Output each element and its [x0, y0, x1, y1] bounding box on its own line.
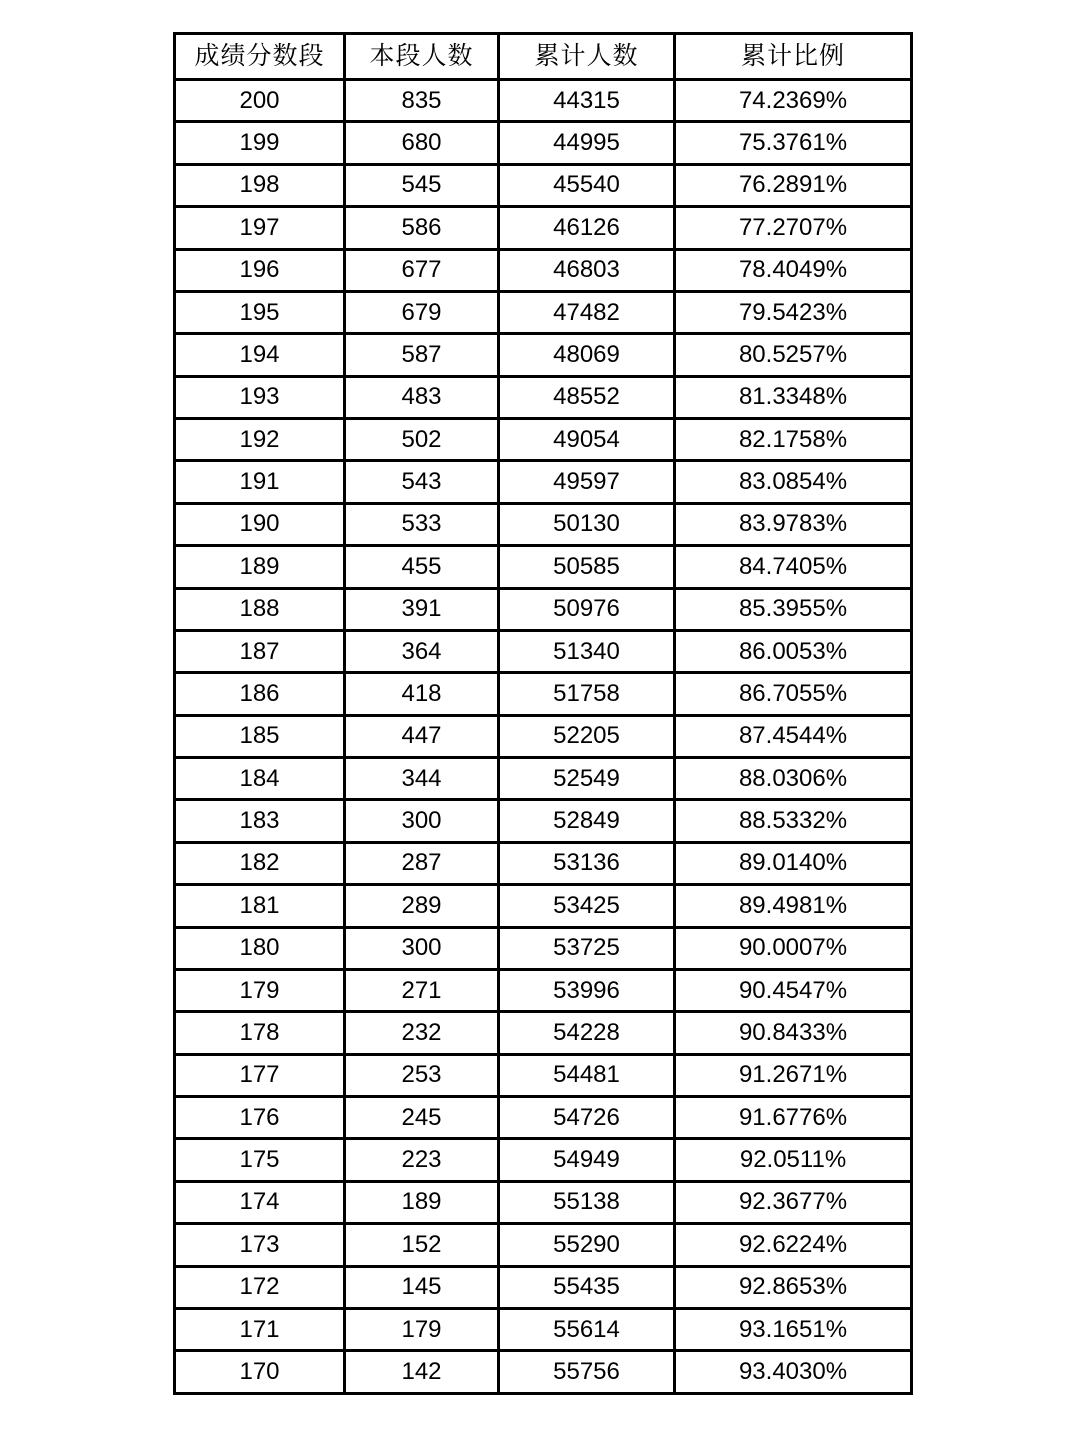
score-range-cell: 199	[175, 122, 345, 164]
segment-count-cell: 418	[345, 673, 499, 715]
segment-count-cell: 533	[345, 503, 499, 545]
cumulative-count-cell: 55756	[499, 1351, 675, 1394]
cumulative-percent-cell: 82.1758%	[675, 419, 912, 461]
cumulative-count-cell: 55290	[499, 1224, 675, 1266]
table-row	[175, 122, 912, 164]
cumulative-count-cell: 50976	[499, 588, 675, 630]
score-range-cell: 176	[175, 1097, 345, 1139]
cumulative-count-cell: 53725	[499, 927, 675, 969]
cumulative-count-cell: 53996	[499, 969, 675, 1011]
table-header	[175, 34, 912, 80]
score-range-cell: 175	[175, 1139, 345, 1181]
segment-count-cell: 835	[345, 80, 499, 122]
cumulative-percent-cell: 92.3677%	[675, 1181, 912, 1223]
score-range-cell: 189	[175, 546, 345, 588]
table-row	[175, 249, 912, 291]
cumulative-percent-cell: 79.5423%	[675, 291, 912, 333]
segment-count-cell: 289	[345, 885, 499, 927]
segment-count-cell: 179	[345, 1308, 499, 1350]
segment-count-cell: 483	[345, 376, 499, 418]
cumulative-count-cell: 45540	[499, 164, 675, 206]
cumulative-count-cell: 54481	[499, 1054, 675, 1096]
cumulative-percent-cell: 75.3761%	[675, 122, 912, 164]
cumulative-percent-cell: 76.2891%	[675, 164, 912, 206]
table-row	[175, 927, 912, 969]
cumulative-count-cell: 53425	[499, 885, 675, 927]
table-row	[175, 1308, 912, 1350]
segment-count-cell: 447	[345, 715, 499, 757]
segment-count-cell: 142	[345, 1351, 499, 1394]
header-row	[175, 34, 912, 80]
cumulative-percent-cell: 83.9783%	[675, 503, 912, 545]
table-row	[175, 1139, 912, 1181]
score-range-cell: 185	[175, 715, 345, 757]
table-body	[175, 80, 912, 1394]
cumulative-count-cell: 44315	[499, 80, 675, 122]
table-row	[175, 842, 912, 884]
cumulative-percent-cell: 85.3955%	[675, 588, 912, 630]
score-range-cell: 186	[175, 673, 345, 715]
cumulative-percent-cell: 74.2369%	[675, 80, 912, 122]
segment-count-cell: 253	[345, 1054, 499, 1096]
cumulative-count-cell: 54726	[499, 1097, 675, 1139]
table-row	[175, 207, 912, 249]
cumulative-percent-cell: 92.6224%	[675, 1224, 912, 1266]
table-row	[175, 419, 912, 461]
score-range-cell: 195	[175, 291, 345, 333]
table-row	[175, 800, 912, 842]
segment-count-cell: 287	[345, 842, 499, 884]
table-row	[175, 969, 912, 1011]
cumulative-percent-cell: 92.0511%	[675, 1139, 912, 1181]
score-range-cell: 184	[175, 758, 345, 800]
score-range-cell: 180	[175, 927, 345, 969]
score-range-cell: 190	[175, 503, 345, 545]
cumulative-count-cell: 51340	[499, 630, 675, 672]
cumulative-count-cell: 52549	[499, 758, 675, 800]
table-row	[175, 1266, 912, 1308]
column-header-score-range: 成绩分数段	[175, 34, 345, 80]
table-row	[175, 291, 912, 333]
segment-count-cell: 586	[345, 207, 499, 249]
cumulative-percent-cell: 91.6776%	[675, 1097, 912, 1139]
table-row	[175, 1181, 912, 1223]
cumulative-percent-cell: 90.0007%	[675, 927, 912, 969]
score-range-cell: 193	[175, 376, 345, 418]
cumulative-percent-cell: 77.2707%	[675, 207, 912, 249]
cumulative-count-cell: 50130	[499, 503, 675, 545]
table-row	[175, 885, 912, 927]
table-row	[175, 164, 912, 206]
segment-count-cell: 543	[345, 461, 499, 503]
cumulative-count-cell: 44995	[499, 122, 675, 164]
cumulative-percent-cell: 80.5257%	[675, 334, 912, 376]
cumulative-percent-cell: 86.7055%	[675, 673, 912, 715]
table-row	[175, 503, 912, 545]
table-row	[175, 673, 912, 715]
cumulative-percent-cell: 91.2671%	[675, 1054, 912, 1096]
cumulative-percent-cell: 87.4544%	[675, 715, 912, 757]
cumulative-count-cell: 53136	[499, 842, 675, 884]
score-range-cell: 182	[175, 842, 345, 884]
table-row	[175, 1351, 912, 1394]
cumulative-percent-cell: 81.3348%	[675, 376, 912, 418]
segment-count-cell: 189	[345, 1181, 499, 1223]
segment-count-cell: 145	[345, 1266, 499, 1308]
cumulative-percent-cell: 92.8653%	[675, 1266, 912, 1308]
segment-count-cell: 344	[345, 758, 499, 800]
score-range-cell: 178	[175, 1012, 345, 1054]
score-range-cell: 191	[175, 461, 345, 503]
column-header-segment-count: 本段人数	[345, 34, 499, 80]
score-range-cell: 183	[175, 800, 345, 842]
score-range-cell: 194	[175, 334, 345, 376]
cumulative-count-cell: 52205	[499, 715, 675, 757]
score-distribution-table	[173, 32, 913, 1395]
score-range-cell: 192	[175, 419, 345, 461]
cumulative-percent-cell: 90.8433%	[675, 1012, 912, 1054]
score-range-cell: 196	[175, 249, 345, 291]
cumulative-count-cell: 54949	[499, 1139, 675, 1181]
cumulative-percent-cell: 78.4049%	[675, 249, 912, 291]
cumulative-count-cell: 48552	[499, 376, 675, 418]
segment-count-cell: 391	[345, 588, 499, 630]
score-range-cell: 181	[175, 885, 345, 927]
cumulative-count-cell: 47482	[499, 291, 675, 333]
score-range-cell: 187	[175, 630, 345, 672]
table-row	[175, 1097, 912, 1139]
cumulative-count-cell: 46803	[499, 249, 675, 291]
cumulative-count-cell: 55435	[499, 1266, 675, 1308]
score-range-cell: 170	[175, 1351, 345, 1394]
cumulative-percent-cell: 88.5332%	[675, 800, 912, 842]
cumulative-count-cell: 50585	[499, 546, 675, 588]
segment-count-cell: 223	[345, 1139, 499, 1181]
column-header-cumulative-percent: 累计比例	[675, 34, 912, 80]
table-row	[175, 1054, 912, 1096]
segment-count-cell: 679	[345, 291, 499, 333]
score-range-cell: 173	[175, 1224, 345, 1266]
cumulative-percent-cell: 90.4547%	[675, 969, 912, 1011]
cumulative-count-cell: 51758	[499, 673, 675, 715]
cumulative-percent-cell: 88.0306%	[675, 758, 912, 800]
cumulative-count-cell: 52849	[499, 800, 675, 842]
table-row	[175, 546, 912, 588]
table-row	[175, 758, 912, 800]
table-row	[175, 334, 912, 376]
cumulative-percent-cell: 93.1651%	[675, 1308, 912, 1350]
table-row	[175, 1012, 912, 1054]
score-range-cell: 174	[175, 1181, 345, 1223]
cumulative-count-cell: 55614	[499, 1308, 675, 1350]
table-row	[175, 1224, 912, 1266]
segment-count-cell: 545	[345, 164, 499, 206]
segment-count-cell: 300	[345, 800, 499, 842]
segment-count-cell: 680	[345, 122, 499, 164]
cumulative-count-cell: 46126	[499, 207, 675, 249]
cumulative-count-cell: 54228	[499, 1012, 675, 1054]
cumulative-count-cell: 49597	[499, 461, 675, 503]
cumulative-count-cell: 55138	[499, 1181, 675, 1223]
segment-count-cell: 455	[345, 546, 499, 588]
segment-count-cell: 502	[345, 419, 499, 461]
score-range-cell: 171	[175, 1308, 345, 1350]
segment-count-cell: 232	[345, 1012, 499, 1054]
cumulative-count-cell: 48069	[499, 334, 675, 376]
score-range-cell: 177	[175, 1054, 345, 1096]
segment-count-cell: 245	[345, 1097, 499, 1139]
segment-count-cell: 300	[345, 927, 499, 969]
table-row	[175, 80, 912, 122]
segment-count-cell: 271	[345, 969, 499, 1011]
cumulative-percent-cell: 83.0854%	[675, 461, 912, 503]
score-range-cell: 172	[175, 1266, 345, 1308]
score-range-cell: 179	[175, 969, 345, 1011]
column-header-cumulative-count: 累计人数	[499, 34, 675, 80]
segment-count-cell: 587	[345, 334, 499, 376]
score-range-cell: 198	[175, 164, 345, 206]
cumulative-percent-cell: 89.0140%	[675, 842, 912, 884]
cumulative-percent-cell: 86.0053%	[675, 630, 912, 672]
table-row	[175, 630, 912, 672]
score-range-cell: 188	[175, 588, 345, 630]
score-range-cell: 197	[175, 207, 345, 249]
table-row	[175, 715, 912, 757]
cumulative-count-cell: 49054	[499, 419, 675, 461]
segment-count-cell: 364	[345, 630, 499, 672]
table-row	[175, 376, 912, 418]
table-row	[175, 588, 912, 630]
score-range-cell: 200	[175, 80, 345, 122]
cumulative-percent-cell: 84.7405%	[675, 546, 912, 588]
segment-count-cell: 677	[345, 249, 499, 291]
segment-count-cell: 152	[345, 1224, 499, 1266]
cumulative-percent-cell: 93.4030%	[675, 1351, 912, 1394]
cumulative-percent-cell: 89.4981%	[675, 885, 912, 927]
table-row	[175, 461, 912, 503]
